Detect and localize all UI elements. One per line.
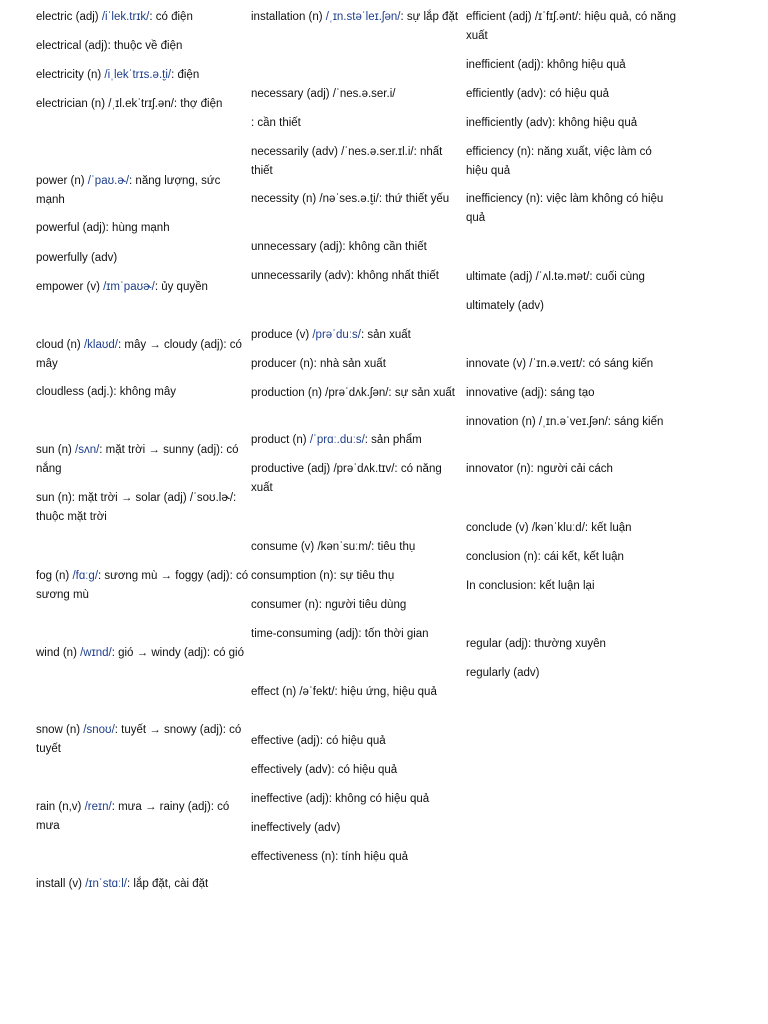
entry-text: inefficiency (n): việc làm không có hiệu quả xyxy=(466,193,664,224)
entry-text: electricity (n) xyxy=(36,69,105,81)
vocab-entry xyxy=(251,114,461,133)
entry-pronunciation: /snoʊ/ xyxy=(83,724,115,736)
entry-text: innovation (n) /ˌɪn.əˈveɪ.ʃən/: sáng kiến xyxy=(466,416,664,428)
entry-definition: : sản xuất xyxy=(360,329,411,341)
entry-text: consumption (n): sự tiêu thụ xyxy=(251,570,395,582)
vocab-entry xyxy=(36,37,250,56)
entry-text: effectiveness (n): tính hiệu quả xyxy=(251,851,409,863)
entry-text: electrician (n) /ˌɪl.ekˈtrɪʃ.ən/: thợ điện xyxy=(36,98,223,110)
entry-text: installation (n) xyxy=(251,11,326,23)
entry-text: unnecessary (adj): không cần thiết xyxy=(251,241,427,253)
entry-text: produce (v) xyxy=(251,329,313,341)
vocab-entry xyxy=(36,489,250,527)
entry-definition: : sương mù → foggy (adj): có sương mù xyxy=(36,570,249,601)
vocab-entry xyxy=(36,278,250,297)
vocab-entry xyxy=(251,460,461,498)
entry-text: necessity (n) /nəˈses.ə.t̬i/: thứ thiết yếu xyxy=(251,193,450,205)
vocab-entry xyxy=(36,8,250,27)
vocab-entry xyxy=(36,644,250,663)
vocab-entry xyxy=(251,596,461,615)
entry-pronunciation: /ˈprɑː.duːs/ xyxy=(309,434,365,446)
entry-text: ineffectively (adv) xyxy=(251,822,341,834)
vocab-entry xyxy=(466,519,676,538)
entry-definition: : sản phẩm xyxy=(364,434,422,446)
vocab-entry xyxy=(251,431,461,450)
entry-text: necessarily (adv) /ˈnes.ə.ser.ɪl.i/: nhất thiết xyxy=(251,146,443,177)
vocab-entry xyxy=(36,219,250,238)
entry-text: In conclusion: kết luận lại xyxy=(466,580,595,592)
vocab-entry xyxy=(251,848,461,867)
entry-definition: : ủy quyền xyxy=(154,281,208,293)
entry-text: rain (n,v) xyxy=(36,801,85,813)
entry-definition: : điện xyxy=(171,69,200,81)
vocab-entry xyxy=(466,8,676,46)
entry-text: production (n) /prəˈdʌk.ʃən/: sự sản xuất xyxy=(251,387,455,399)
vocab-entry xyxy=(36,567,250,605)
entry-definition: : mặt trời → sunny (adj): có nắng xyxy=(36,444,239,475)
vocab-entry xyxy=(251,238,461,257)
entry-text: consumer (n): người tiêu dùng xyxy=(251,599,407,611)
vocab-entry xyxy=(36,721,250,759)
entry-pronunciation: /prəˈduːs/ xyxy=(312,329,361,341)
entry-text: effect (n) /əˈfekt/: hiệu ứng, hiệu quả xyxy=(251,686,437,698)
entry-text: innovate (v) /ˈɪn.ə.veɪt/: có sáng kiến xyxy=(466,358,654,370)
entry-text: electric (adj) xyxy=(36,11,102,23)
vocab-entry xyxy=(36,383,250,402)
vocab-entry xyxy=(251,143,461,181)
entry-definition: : sự lắp đặt xyxy=(400,11,459,23)
vocab-entry xyxy=(466,85,676,104)
vocab-entry xyxy=(36,441,250,479)
entry-text: powerfully (adv) xyxy=(36,252,118,264)
vocab-entry xyxy=(466,548,676,567)
vocab-entry xyxy=(36,95,250,114)
entry-text: wind (n) xyxy=(36,647,81,659)
entry-pronunciation: /ˈpaʊ.ɚ/ xyxy=(87,175,130,187)
vocab-entry xyxy=(251,761,461,780)
vocab-entry xyxy=(251,8,461,27)
vocab-entry xyxy=(251,326,461,345)
entry-text: effective (adj): có hiệu quả xyxy=(251,735,386,747)
entry-definition: : năng lượng, sức mạnh xyxy=(36,175,221,206)
vocab-entry xyxy=(466,460,676,479)
entry-text: product (n) xyxy=(251,434,310,446)
vocab-entry xyxy=(466,114,676,133)
vocab-entry xyxy=(251,538,461,557)
vocab-entry xyxy=(251,267,461,286)
entry-text: install (v) xyxy=(36,878,86,890)
entry-definition: : tuyết → snowy (adj): có tuyết xyxy=(36,724,242,755)
vocab-entry xyxy=(466,577,676,596)
entry-text: necessary (adj) /ˈnes.ə.ser.i/ xyxy=(251,88,396,100)
vocab-entry xyxy=(251,819,461,838)
entry-text: sun (n) xyxy=(36,444,75,456)
entry-pronunciation: /iˈlek.trɪk/ xyxy=(101,11,150,23)
entry-text: producer (n): nhà sản xuất xyxy=(251,358,386,370)
entry-text: innovative (adj): sáng tạo xyxy=(466,387,595,399)
entry-pronunciation: /wɪnd/ xyxy=(80,647,112,659)
vocab-entry xyxy=(466,143,676,181)
vocab-entry xyxy=(466,664,676,683)
vocab-entry xyxy=(466,635,676,654)
vocab-entry xyxy=(466,413,676,432)
vocab-entry xyxy=(36,798,250,836)
entry-text: efficient (adj) /ɪˈfɪʃ.ənt/: hiệu quả, có năng xuất xyxy=(466,11,676,42)
vocab-entry xyxy=(36,875,250,894)
vocab-entry xyxy=(466,297,676,316)
vocab-entry xyxy=(466,384,676,403)
entry-text: innovator (n): người cải cách xyxy=(466,463,613,475)
entry-definition: : lắp đặt, cài đặt xyxy=(127,878,209,890)
vocab-entry xyxy=(36,336,250,374)
entry-text: time-consuming (adj): tốn thời gian xyxy=(251,628,429,640)
vocab-entry xyxy=(251,683,461,702)
entry-pronunciation: /ɪmˈpaʊɚ/ xyxy=(103,281,155,293)
vocab-entry xyxy=(466,355,676,374)
vocab-entry xyxy=(466,56,676,75)
entry-text: : cần thiết xyxy=(251,117,301,129)
entry-text: regular (adj): thường xuyên xyxy=(466,638,606,650)
vocab-entry xyxy=(36,66,250,85)
entry-text: inefficiently (adv): không hiệu quả xyxy=(466,117,638,129)
entry-text: snow (n) xyxy=(36,724,84,736)
entry-text: efficiently (adv): có hiệu quả xyxy=(466,88,609,100)
entry-pronunciation: /fɑːɡ/ xyxy=(72,570,99,582)
entry-pronunciation: /reɪn/ xyxy=(84,801,112,813)
entry-text: electrical (adj): thuộc về điện xyxy=(36,40,183,52)
entry-text: inefficient (adj): không hiệu quả xyxy=(466,59,626,71)
entry-pronunciation: /ɪnˈstɑːl/ xyxy=(85,878,128,890)
entry-text: unnecessarily (adv): không nhất thiết xyxy=(251,270,439,282)
entry-text: powerful (adj): hùng mạnh xyxy=(36,222,170,234)
vocab-entry xyxy=(36,249,250,268)
entry-text: consume (v) /kənˈsuːm/: tiêu thụ xyxy=(251,541,416,553)
vocab-entry xyxy=(251,384,461,403)
entry-definition: : có điện xyxy=(149,11,193,23)
entry-text: effectively (adv): có hiệu quả xyxy=(251,764,398,776)
entry-text: conclusion (n): cái kết, kết luận xyxy=(466,551,624,563)
entry-pronunciation: /klaʊd/ xyxy=(83,339,118,351)
vocab-entry xyxy=(251,355,461,374)
entry-text: productive (adj) /prəˈdʌk.tɪv/: có năng xuất xyxy=(251,463,442,494)
vocab-entry xyxy=(36,172,250,210)
entry-definition: : mây → cloudy (adj): có mây xyxy=(36,339,242,370)
entry-definition: : gió → windy (adj): có gió xyxy=(111,647,245,659)
entry-text: ineffective (adj): không có hiệu quả xyxy=(251,793,430,805)
vocab-entry xyxy=(466,190,676,228)
entry-text: empower (v) xyxy=(36,281,104,293)
entry-definition: : mưa → rainy (adj): có mưa xyxy=(36,801,230,832)
entry-text: power (n) xyxy=(36,175,88,187)
entry-text: efficiency (n): năng xuất, việc làm có hiệu quả xyxy=(466,146,652,177)
vocab-entry xyxy=(251,625,461,644)
vocab-entry xyxy=(251,85,461,104)
vocab-entry xyxy=(251,567,461,586)
entry-text: regularly (adv) xyxy=(466,667,540,679)
vocab-entry xyxy=(251,190,461,209)
vocab-entry xyxy=(466,268,676,287)
entry-text: conclude (v) /kənˈkluːd/: kết luận xyxy=(466,522,632,534)
entry-text: cloudless (adj.): không mây xyxy=(36,386,176,398)
entry-text: sun (n): mặt trời → solar (adj) /ˈsoʊ.lɚ/: thuộc mặt trời xyxy=(36,492,237,523)
entry-text: fog (n) xyxy=(36,570,73,582)
vocab-entry xyxy=(251,732,461,751)
entry-text: ultimately (adv) xyxy=(466,300,544,312)
entry-pronunciation: /sʌn/ xyxy=(75,444,100,456)
entry-pronunciation: /iˌlekˈtrɪs.ə.t̬i/ xyxy=(104,69,172,81)
vocab-entry xyxy=(251,790,461,809)
entry-text: cloud (n) xyxy=(36,339,84,351)
entry-text: ultimate (adj) /ˈʌl.tə.mət/: cuối cùng xyxy=(466,271,645,283)
entry-pronunciation: /ˌɪn.stəˈleɪ.ʃən/ xyxy=(325,11,401,23)
